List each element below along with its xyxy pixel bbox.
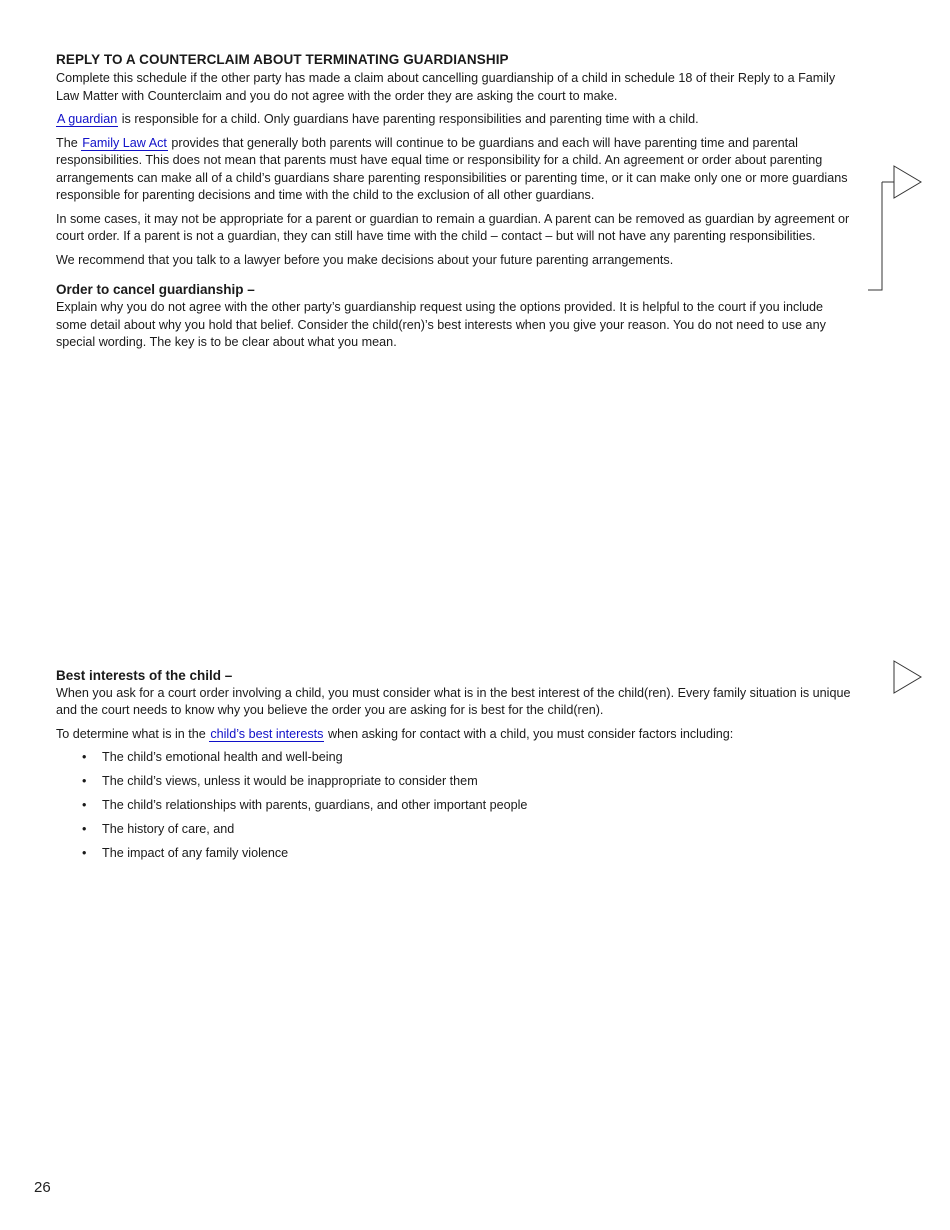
order-cancel-heading: Order to cancel guardianship – bbox=[56, 282, 255, 297]
list-item: • The child’s views, unless it would be inappropriate to consider them bbox=[82, 773, 856, 791]
guardian-link[interactable]: A guardian bbox=[57, 112, 118, 126]
intro-paragraph: Complete this schedule if the other party has made a claim about cancelling guardianship of a child in schedule 18 of their Reply to a Family Law Matter with Counterclaim and you do not agree with the order they are asking the court to make. bbox=[56, 71, 836, 103]
order-cancel-instructions: Explain why you do not agree with the other party’s guardianship request using the options provided. It is helpful to the court if you include some detail about why you hold that belief. Consider the child(ren)’s best interests when you give your reason. You do not need to use any special wording. The key is to be clear about what you mean. bbox=[56, 300, 826, 349]
family-law-act-paragraph bbox=[56, 135, 856, 205]
list-item: • The impact of any family violence bbox=[82, 845, 856, 863]
guardian-paragraph-text: is responsible for a child. Only guardians have parenting responsibilities and parenting time with a child. bbox=[118, 112, 699, 126]
list-item: • The history of care, and bbox=[82, 821, 856, 839]
page-content bbox=[56, 52, 856, 869]
next-arrow-icon[interactable] bbox=[866, 164, 926, 296]
next-arrow-icon[interactable] bbox=[892, 659, 926, 695]
page-number: 26 bbox=[34, 1179, 51, 1196]
best-interests-heading: Best interests of the child – bbox=[56, 667, 233, 683]
fla-text: provides that generally both parents will continue to be guardians and each will have parenting time and parental responsibilities. This does not mean that parents must have equal time or responsibility for a child. An agreement or order about parenting arrangements can make all of a child’s guardians share parenting responsibilities or parenting time, or it can make only one or more guardians responsible for parenting decisions and time with the child to the exclusion of all other guardians. bbox=[56, 135, 848, 202]
determine-paragraph bbox=[56, 726, 856, 744]
factors-list bbox=[56, 749, 856, 863]
list-item: • The child’s relationships with parents, guardians, and other important people bbox=[82, 797, 856, 815]
guardian-paragraph bbox=[56, 111, 856, 129]
determine-text: when asking for contact with a child, you must consider factors including: bbox=[324, 726, 734, 741]
best-interests-paragraph: When you ask for a court order involving a child, you must consider what is in the best interest of the child(ren). Every family situation is unique and the court needs to know why you believe the order you are asking for is best for the child(ren). bbox=[56, 685, 851, 717]
family-law-act-link[interactable]: Family Law Act bbox=[82, 135, 167, 150]
determine-prefix: To determine what is in the bbox=[56, 726, 210, 741]
list-item: • The child’s emotional health and well-being bbox=[82, 749, 856, 767]
childs-best-interests-link[interactable]: child’s best interests bbox=[210, 726, 324, 741]
fla-prefix: The bbox=[56, 135, 82, 150]
guardian-removal-paragraph: In some cases, it may not be appropriate for a parent or guardian to remain a guardian. A parent can be removed as guardian by agreement or court order. If a parent is not a guardian, they can still have time with the child – contact – but will not have any parenting responsibilities. bbox=[56, 211, 850, 243]
page-title: REPLY TO A COUNTERCLAIM ABOUT TERMINATING GUARDIANSHIP bbox=[56, 52, 509, 67]
explanation-area bbox=[56, 358, 856, 668]
lawyer-recommendation: We recommend that you talk to a lawyer before you make decisions about your future parenting arrangements. bbox=[56, 252, 674, 267]
